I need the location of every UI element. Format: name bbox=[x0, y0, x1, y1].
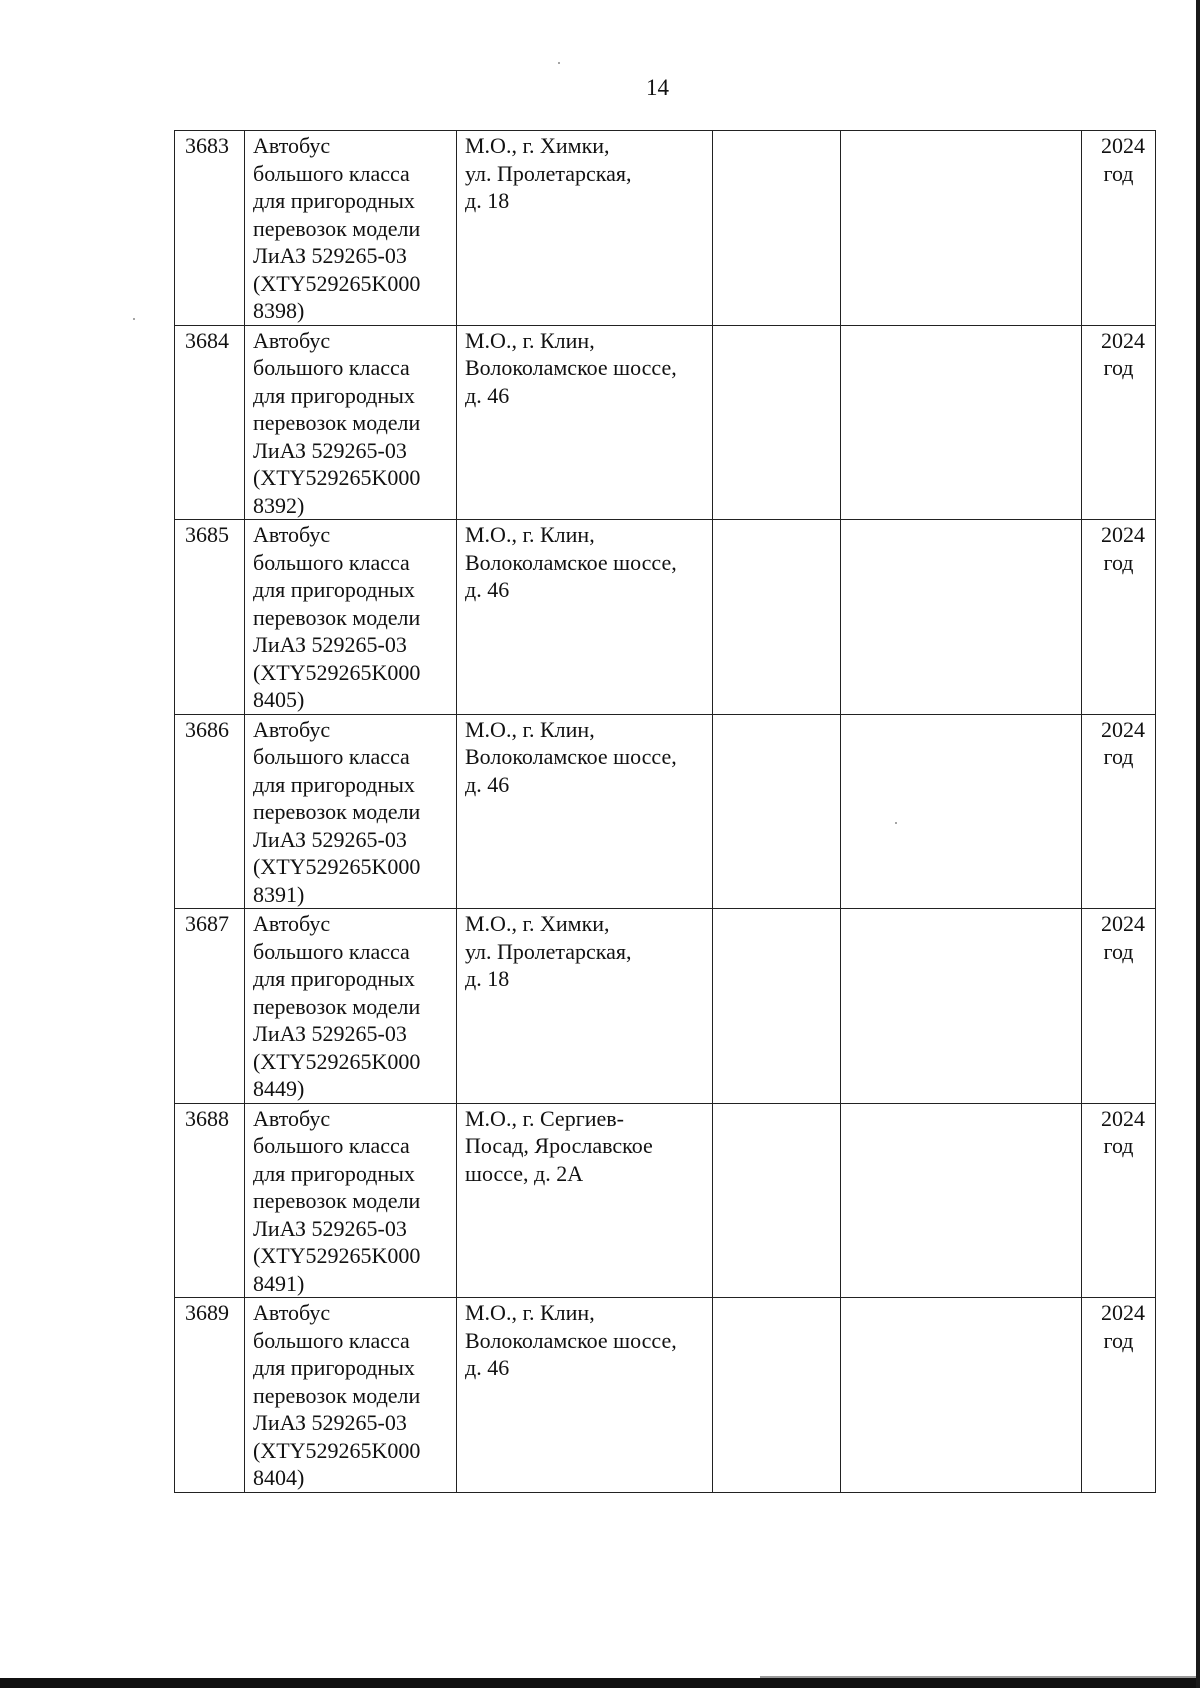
empty-cell bbox=[713, 1298, 841, 1493]
vehicle-name-line: Автобус bbox=[253, 911, 331, 936]
year-cell bbox=[1082, 714, 1156, 909]
vehicle-name-line: 8491) bbox=[253, 1270, 305, 1296]
vehicle-name-cell bbox=[245, 520, 457, 715]
year-value: 2024 bbox=[1101, 716, 1145, 742]
vehicle-name-line: ЛиАЗ 529265-03 bbox=[253, 1410, 407, 1435]
vehicle-name-line: Автобус bbox=[253, 1300, 331, 1325]
vehicle-name-line: Автобус bbox=[253, 1105, 331, 1131]
vehicle-name-line: перевозок модели bbox=[253, 215, 421, 241]
address-line: Волоколамское шоссе, bbox=[465, 549, 677, 575]
vehicle-name-line: перевозок модели bbox=[253, 1382, 421, 1408]
row-number: 3684 bbox=[185, 327, 229, 353]
vehicle-name-cell bbox=[245, 131, 457, 326]
year-unit: год bbox=[1103, 160, 1134, 186]
empty-cell bbox=[713, 325, 841, 520]
year-cell bbox=[1082, 131, 1156, 326]
vehicle-name-line: (XTY529265K000 bbox=[253, 1437, 421, 1463]
vehicle-name-line: ЛиАЗ 529265-03 bbox=[253, 1215, 407, 1241]
address-cell bbox=[457, 131, 713, 326]
row-number: 3685 bbox=[185, 522, 229, 547]
table-row bbox=[175, 909, 1156, 1104]
vehicle-name-line: ЛиАЗ 529265-03 bbox=[253, 437, 407, 463]
year-cell bbox=[1082, 1103, 1156, 1298]
row-number: 3689 bbox=[185, 1300, 229, 1325]
row-number-cell bbox=[175, 131, 245, 326]
address-line: М.О., г. Клин, bbox=[465, 327, 595, 353]
vehicle-name-cell bbox=[245, 1298, 457, 1493]
address-cell bbox=[457, 714, 713, 909]
vehicle-name-line: 8449) bbox=[253, 1076, 305, 1101]
empty-cell bbox=[713, 909, 841, 1104]
year-value: 2024 bbox=[1101, 1300, 1145, 1325]
year-cell bbox=[1082, 1298, 1156, 1493]
address-line: Волоколамское шоссе, bbox=[465, 744, 677, 769]
scan-speck bbox=[133, 318, 135, 320]
vehicle-name-cell bbox=[245, 1103, 457, 1298]
row-number: 3687 bbox=[185, 911, 229, 936]
empty-cell bbox=[841, 520, 1082, 715]
row-number-cell bbox=[175, 1103, 245, 1298]
address-line: Волоколамское шоссе, bbox=[465, 355, 677, 380]
vehicle-name-line: большого класса bbox=[253, 1133, 410, 1158]
table-row bbox=[175, 520, 1156, 715]
vehicle-name-cell bbox=[245, 714, 457, 909]
vehicle-name-line: 8405) bbox=[253, 687, 305, 712]
vehicle-name-line: 8404) bbox=[253, 1465, 305, 1490]
vehicle-name-line: 8392) bbox=[253, 492, 305, 518]
year-unit: год bbox=[1103, 549, 1134, 575]
vehicle-name-cell bbox=[245, 325, 457, 520]
year-cell bbox=[1082, 520, 1156, 715]
table-row bbox=[175, 714, 1156, 909]
address-line: ул. Пролетарская, bbox=[465, 160, 632, 186]
scan-speck bbox=[895, 822, 897, 824]
address-line: д. 46 bbox=[465, 1355, 510, 1380]
vehicle-name-line: большого класса bbox=[253, 1327, 410, 1353]
address-line: М.О., г. Химки, bbox=[465, 911, 610, 936]
vehicle-name-line: для пригородных bbox=[253, 188, 415, 213]
empty-cell bbox=[713, 131, 841, 326]
empty-cell bbox=[841, 714, 1082, 909]
vehicle-name-line: (XTY529265K000 bbox=[253, 659, 421, 685]
address-line: д. 46 bbox=[465, 382, 510, 408]
vehicle-name-line: 8398) bbox=[253, 298, 305, 323]
vehicle-name-line: Автобус bbox=[253, 133, 331, 158]
vehicle-name-line: ЛиАЗ 529265-03 bbox=[253, 1021, 407, 1046]
vehicle-name-line: (XTY529265K000 bbox=[253, 1048, 421, 1074]
year-unit: год bbox=[1103, 938, 1134, 964]
year-unit: год bbox=[1103, 355, 1134, 380]
empty-cell bbox=[841, 1298, 1082, 1493]
vehicle-name-cell bbox=[245, 909, 457, 1104]
year-value: 2024 bbox=[1101, 522, 1145, 547]
address-cell bbox=[457, 909, 713, 1104]
vehicle-name-line: 8391) bbox=[253, 881, 305, 907]
vehicle-name-line: (XTY529265K000 bbox=[253, 854, 421, 879]
table-row bbox=[175, 1298, 1156, 1493]
year-value: 2024 bbox=[1101, 133, 1145, 158]
year-value: 2024 bbox=[1101, 911, 1145, 936]
address-line: д. 46 bbox=[465, 577, 510, 602]
year-cell bbox=[1082, 909, 1156, 1104]
vehicle-name-line: (XTY529265K000 bbox=[253, 270, 421, 296]
vehicle-registry-table bbox=[174, 130, 1156, 1493]
vehicle-name-line: большого класса bbox=[253, 744, 410, 769]
address-line: д. 18 bbox=[465, 966, 510, 991]
vehicle-name-line: ЛиАЗ 529265-03 bbox=[253, 243, 407, 268]
address-line: д. 18 bbox=[465, 188, 510, 213]
address-line: М.О., г. Клин, bbox=[465, 1300, 595, 1325]
vehicle-name-line: перевозок модели bbox=[253, 1188, 421, 1213]
empty-cell bbox=[841, 131, 1082, 326]
page-number-container bbox=[0, 74, 1200, 102]
row-number-cell bbox=[175, 520, 245, 715]
empty-cell bbox=[713, 714, 841, 909]
row-number-cell bbox=[175, 714, 245, 909]
vehicle-name-line: большого класса bbox=[253, 160, 410, 186]
empty-cell bbox=[713, 1103, 841, 1298]
vehicle-name-line: большого класса bbox=[253, 938, 410, 964]
row-number-cell bbox=[175, 325, 245, 520]
vehicle-name-line: Автобус bbox=[253, 327, 331, 353]
year-unit: год bbox=[1103, 1133, 1134, 1158]
vehicle-name-line: перевозок модели bbox=[253, 604, 421, 630]
address-cell bbox=[457, 325, 713, 520]
row-number: 3688 bbox=[185, 1105, 229, 1131]
vehicle-name-line: большого класса bbox=[253, 355, 410, 380]
year-cell bbox=[1082, 325, 1156, 520]
address-line: ул. Пролетарская, bbox=[465, 938, 632, 964]
empty-cell bbox=[713, 520, 841, 715]
row-number: 3686 bbox=[185, 716, 229, 742]
table-row bbox=[175, 325, 1156, 520]
vehicle-name-line: Автобус bbox=[253, 716, 331, 742]
vehicle-name-line: перевозок модели bbox=[253, 410, 421, 435]
address-cell bbox=[457, 520, 713, 715]
year-unit: год bbox=[1103, 1327, 1134, 1353]
vehicle-name-line: большого класса bbox=[253, 549, 410, 575]
empty-cell bbox=[841, 325, 1082, 520]
address-line: М.О., г. Клин, bbox=[465, 522, 595, 547]
table-row bbox=[175, 131, 1156, 326]
year-value: 2024 bbox=[1101, 327, 1145, 353]
address-line: д. 46 bbox=[465, 771, 510, 797]
address-cell bbox=[457, 1298, 713, 1493]
vehicle-name-line: для пригородных bbox=[253, 577, 415, 602]
address-line: шоссе, д. 2А bbox=[465, 1160, 584, 1186]
address-line: М.О., г. Химки, bbox=[465, 133, 610, 158]
address-cell bbox=[457, 1103, 713, 1298]
vehicle-name-line: ЛиАЗ 529265-03 bbox=[253, 826, 407, 852]
vehicle-name-line: ЛиАЗ 529265-03 bbox=[253, 632, 407, 657]
table-body bbox=[175, 131, 1156, 1493]
page-number: 14 bbox=[646, 75, 669, 100]
scan-speck bbox=[558, 62, 560, 64]
vehicle-name-line: перевозок модели bbox=[253, 799, 421, 824]
vehicle-name-line: для пригородных bbox=[253, 966, 415, 991]
address-line: Волоколамское шоссе, bbox=[465, 1327, 677, 1353]
year-unit: год bbox=[1103, 744, 1134, 769]
vehicle-name-line: для пригородных bbox=[253, 1160, 415, 1186]
address-line: М.О., г. Сергиев- bbox=[465, 1105, 624, 1131]
year-value: 2024 bbox=[1101, 1105, 1145, 1131]
row-number-cell bbox=[175, 1298, 245, 1493]
scan-right-edge bbox=[1196, 0, 1200, 1688]
vehicle-name-line: для пригородных bbox=[253, 771, 415, 797]
scan-bottom-edge bbox=[0, 1678, 1200, 1688]
vehicle-name-line: (XTY529265K000 bbox=[253, 1243, 421, 1268]
table-row bbox=[175, 1103, 1156, 1298]
empty-cell bbox=[841, 1103, 1082, 1298]
address-line: Посад, Ярославское bbox=[465, 1133, 653, 1158]
empty-cell bbox=[841, 909, 1082, 1104]
address-line: М.О., г. Клин, bbox=[465, 716, 595, 742]
vehicle-name-line: (XTY529265K000 bbox=[253, 465, 421, 490]
vehicle-name-line: для пригородных bbox=[253, 382, 415, 408]
vehicle-name-line: Автобус bbox=[253, 522, 331, 547]
vehicle-name-line: перевозок модели bbox=[253, 993, 421, 1019]
row-number-cell bbox=[175, 909, 245, 1104]
vehicle-name-line: для пригородных bbox=[253, 1355, 415, 1380]
row-number: 3683 bbox=[185, 133, 229, 158]
